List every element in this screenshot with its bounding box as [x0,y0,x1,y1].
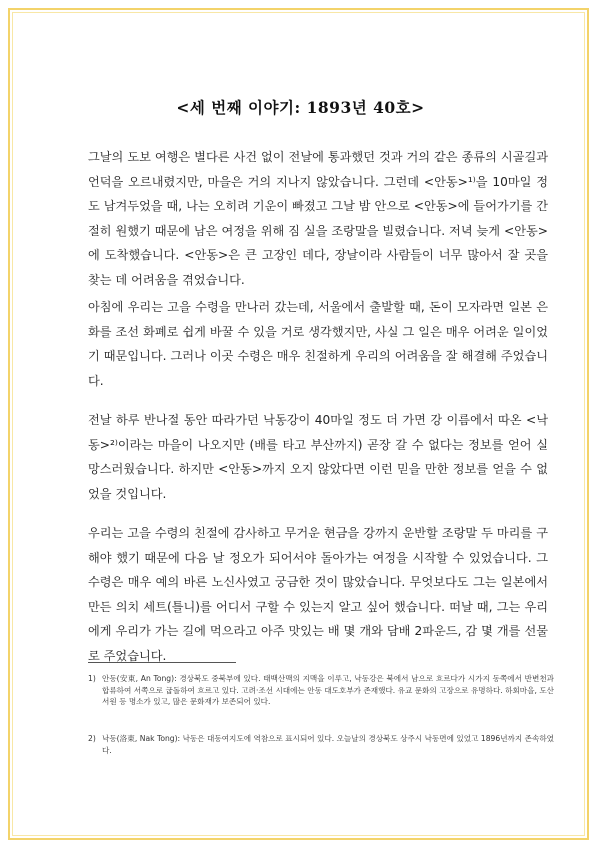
paragraph-1: 그날의 도보 여행은 별다른 사건 없이 전날에 통과했던 것과 거의 같은 종류의 시골길과 언덕을 오르내렸지만, 마을은 거의 지나지 않았습니다. 그런데 <안동>¹⁾을 10마일 정도 남겨두었을 때, 나는 오히려 기운이 빠졌고 그날 밤 안으로 <안동>에 들어가기를 간절히 원했기 때문에 남은 여정을 위해 짐 실을 조랑말을 빌렸습니다. 저녁 늦게 <안동>에 도착했습니다. <안동>은 큰 고장인 데다, 장날이라 사람들이 너무 많아서 잘 곳을 찾는 데 어려움을 겪었습니다. [88,150,548,287]
paragraph-3: 전날 하루 반나절 동안 따라가던 낙동강이 40마일 정도 더 가면 강 이름에서 따온 <낙동>²⁾이라는 마을이 나오지만 (배를 타고 부산까지) 곧장 갈 수 없다는 정보를 얻어 실망스러웠습니다. 하지만 <안동>까지 오지 않았다면 이런 믿을 만한 정보를 얻을 수 없었을 것입니다. [88,413,548,501]
footnote-2-text: 낙동(洛東, Nak Tong): 낙동은 대동여지도에 역참으로 표시되어 있다. 오늘날의 경상북도 상주시 낙동면에 있었고 1896년까지 존속하였다. [102,734,554,755]
page-title: <세 번째 이야기: 1893년 40호> [176,98,425,117]
footnote-1-number: 1) [88,674,96,683]
paragraph-4: 우리는 고을 수령의 친절에 감사하고 무거운 현금을 강까지 운반할 조랑말 두 마리를 구해야 했기 때문에 다음 날 정오가 되어서야 돌아가는 여정을 시작할 수 있었습니다. 그 수령은 매우 예의 바른 노신사였고 궁금한 것이 많았습니다. 무엇보다도 그는 일본에서 만든 의치 세트(틀니)를 어디서 구할 수 있는지 알고 싶어 했습니다. 떠날 때, 그는 우리에게 우리가 가는 길에 먹으라고 아주 맛있는 배 몇 개와 담배 2파운드, 감 몇 개를 선물로 주었습니다. [88,526,548,663]
footnote-divider [88,662,236,663]
footnote-1 [88,673,554,708]
footnote-1-text: 안동(安東, An Tong): 경상북도 중북부에 있다. 태백산맥의 지맥을 이루고, 낙동강은 북에서 남으로 흐르다가 시가지 동쪽에서 반변천과 합류하여 서쪽으로 굽돌하여 흐르고 있다. 고려·조선 시대에는 안동 대도호부가 존재했다. 유교 문화의 고장으로 유명하다. 하회마을, 도산서원 등 명소가 있고, 많은 문화재가 보존되어 있다. [102,674,554,707]
paragraph-2: 아침에 우리는 고을 수령을 만나러 갔는데, 서울에서 출발할 때, 돈이 모자라면 일본 은화를 조선 화폐로 쉽게 바꿀 수 있을 거로 생각했지만, 사실 그 일은 매우 어려운 일이었기 때문입니다. 그러나 이곳 수령은 매우 친절하게 우리의 어려움을 잘 해결해 주었습니다. [88,300,548,388]
footnote-2 [88,733,554,756]
footnote-2-number: 2) [88,734,96,743]
